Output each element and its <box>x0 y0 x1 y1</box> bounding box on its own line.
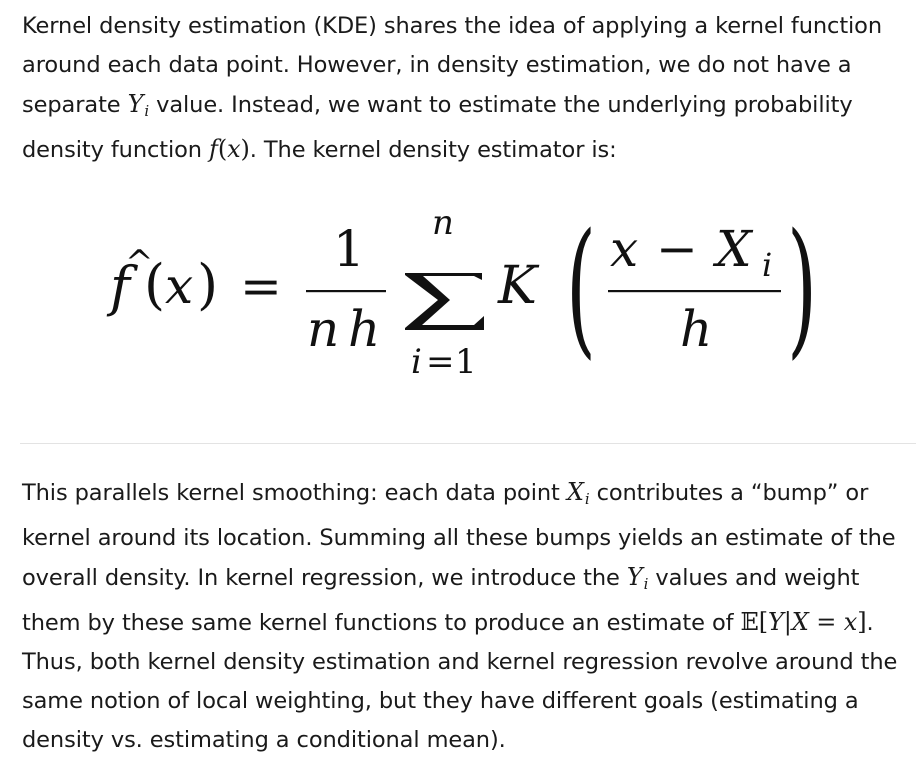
formula-denom-h: h <box>348 300 381 358</box>
math-expectation: 𝔼 <box>740 608 759 637</box>
formula-x: x <box>165 257 194 315</box>
inner-minus: − <box>656 220 698 278</box>
formula-paren-open: ( <box>144 253 166 316</box>
math-f: f <box>209 135 218 164</box>
inner-x: x <box>610 220 639 278</box>
math-expr-equals: = <box>808 608 844 637</box>
math-expr-Y: Y <box>767 608 784 637</box>
intro-paragraph <box>22 7 917 170</box>
math-paren-close: ) <box>240 135 250 164</box>
formula-numerator: 1 <box>333 220 365 278</box>
math-y-subscript: i <box>144 101 150 120</box>
math-x: x <box>227 135 241 164</box>
inner-X: X <box>716 220 752 278</box>
body-text-1: This parallels kernel smoothing: each data point <box>22 480 567 506</box>
summation-symbol <box>405 273 484 330</box>
formula-equals: = <box>240 257 282 315</box>
big-paren-open: ( <box>566 201 597 374</box>
section-divider <box>20 443 916 444</box>
math-bar: | <box>783 608 792 637</box>
inner-X-subscript: i <box>762 246 773 284</box>
inner-fraction-bar <box>608 290 781 292</box>
formula-paren-close: ) <box>197 253 219 316</box>
intro-text-3: . The kernel density estimator is: <box>249 137 617 164</box>
big-paren-close: ) <box>787 201 818 374</box>
body-paragraph <box>22 473 917 760</box>
math-bracket-open: [ <box>758 608 768 637</box>
formula-f: f <box>110 255 130 318</box>
formula-hat: ^ <box>125 243 154 283</box>
sum-lower-i: i <box>411 342 422 382</box>
body-text-4: . Thus, both kernel density estimation and kernel regression revolve around the same notion of local weighting, but they have different goals (estimating a density vs. estimating a conditional mean). <box>22 610 898 753</box>
inner-h: h <box>680 300 713 358</box>
math-X-subscript: i <box>584 490 590 508</box>
kde-formula <box>0 190 923 390</box>
fraction-bar <box>306 290 386 292</box>
sum-upper-limit: n <box>432 203 454 243</box>
math-paren-open: ( <box>217 135 228 164</box>
math-Y-subscript: i <box>643 574 649 593</box>
math-expr-X: X <box>791 608 809 637</box>
math-expr-x: x <box>843 608 858 637</box>
body-text-3: values and weight them by these same kernel functions to produce an estimate of <box>22 564 860 637</box>
formula-kernel: K <box>498 256 537 316</box>
math-y: Y <box>127 89 144 118</box>
formula-denom-n: n <box>307 300 340 358</box>
body-text-2: contributes a “bump” or kernel around its location. Summing all these bumps yields an estimate of the overall density. In kernel regression, we introduce the <box>22 480 896 591</box>
math-Y: Y <box>626 562 643 591</box>
math-bracket-close: ] <box>857 608 867 637</box>
intro-text-2: value. Instead, we want to estimate the underlying probability density function <box>22 91 853 164</box>
sum-lower-equals: = <box>426 342 455 382</box>
sum-lower-one: 1 <box>455 342 477 382</box>
math-X: X <box>566 478 584 506</box>
intro-text-1: Kernel density estimation (KDE) shares the idea of applying a kernel function around each data point. However, in density estimation, we do not have a separate <box>22 13 883 118</box>
